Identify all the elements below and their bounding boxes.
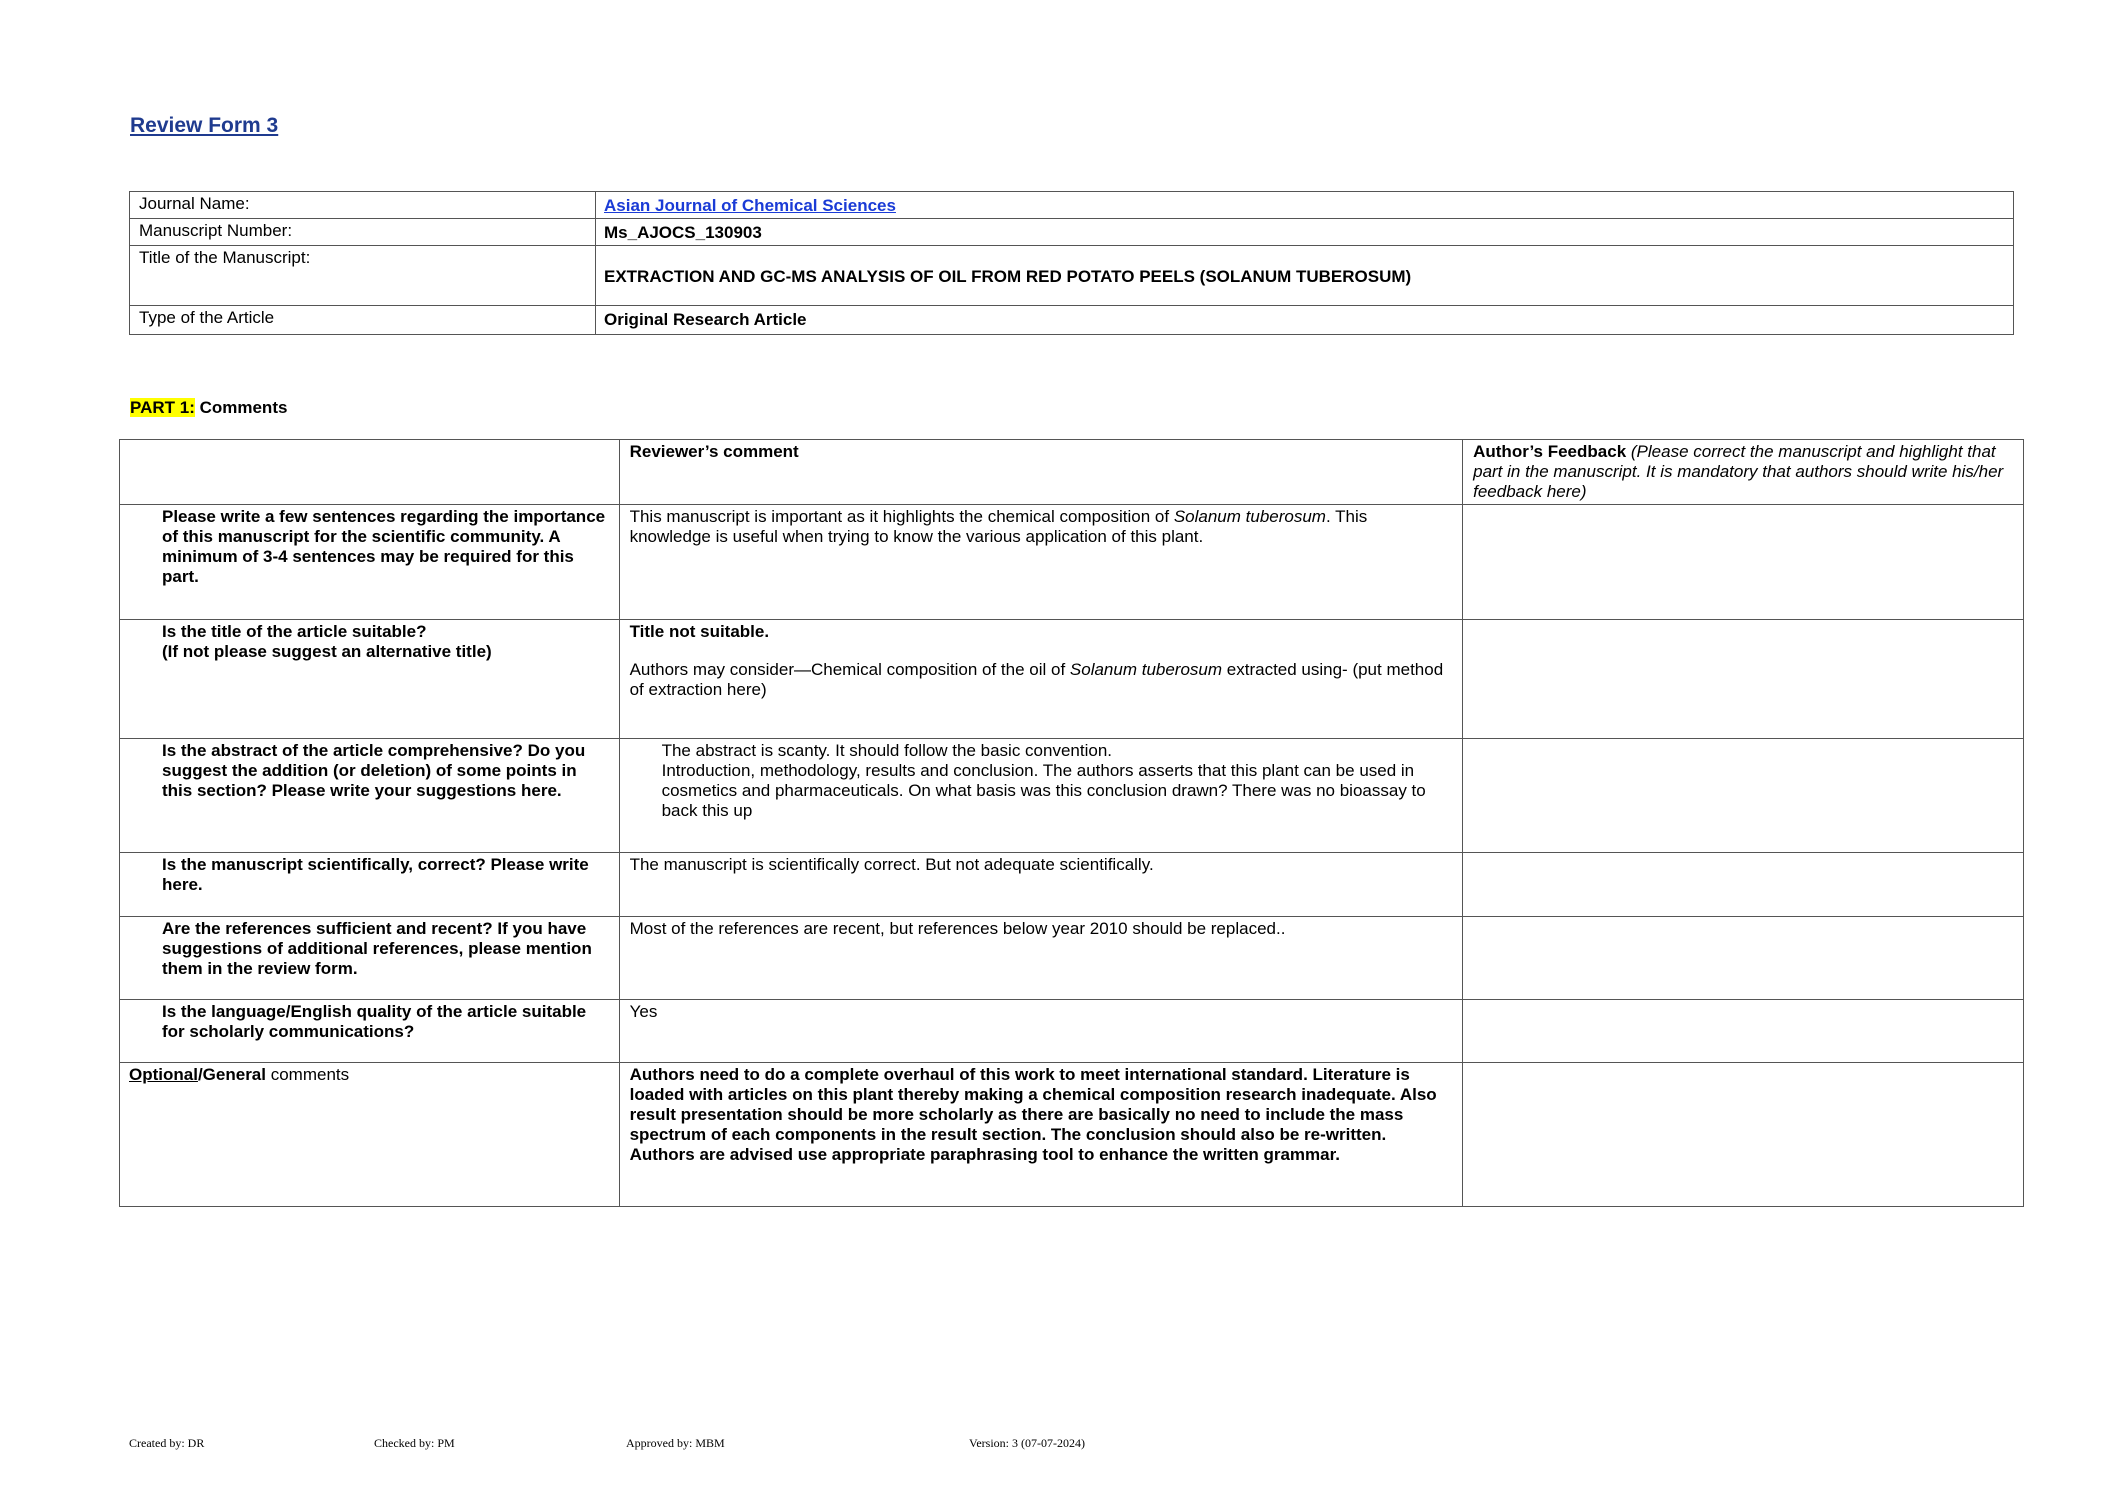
optional-general-label <box>120 1063 620 1207</box>
author-feedback-cell[interactable] <box>1463 739 2024 853</box>
comment-text: . This knowledge is useful when trying to know the various application of this plant. <box>629 507 1368 546</box>
comment-optional-general: Authors need to do a complete overhaul of this work to meet international standard. Literature is loaded with articles on this plant thereby making a chemical composition research inadequate. Also result presentation should be more scholarly as there are basically no need to include the mass spectrum of each components in the result section. The conclusion should also be re-written. Authors are advised use appropriate paraphrasing tool to enhance the written grammar. <box>619 1063 1463 1207</box>
manuscript-number-label: Manuscript Number: <box>130 219 596 246</box>
comment-title <box>619 620 1463 739</box>
manuscript-title-label: Title of the Manuscript: <box>130 246 596 306</box>
author-feedback-cell[interactable] <box>1463 505 2024 620</box>
author-feedback-cell[interactable] <box>1463 1000 2024 1063</box>
article-type-label: Type of the Article <box>130 306 596 335</box>
table-row <box>120 739 2024 853</box>
comment-abstract-line2: Introduction, methodology, results and conclusion. The authors asserts that this plant can be used in cosmetics and pharmaceuticals. On what basis was this conclusion drawn? There was no bioassay to back this up <box>661 761 1426 820</box>
table-row <box>120 1063 2024 1207</box>
question-importance: Please write a few sentences regarding the importance of this manuscript for the scientific community. A minimum of 3-4 sentences may be required for this part. <box>120 505 620 620</box>
author-feedback-cell[interactable] <box>1463 853 2024 917</box>
journal-name-label: Journal Name: <box>130 192 596 219</box>
table-row <box>120 620 2024 739</box>
manuscript-number-value: Ms_AJOCS_130903 <box>596 219 2014 246</box>
table-row <box>120 505 2024 620</box>
question-abstract: Is the abstract of the article comprehensive? Do you suggest the addition (or deletion) of some points in this section? Please write your suggestions here. <box>120 739 620 853</box>
question-title: Is the title of the article suitable? (If not please suggest an alternative title) <box>120 620 620 739</box>
author-feedback-cell[interactable] <box>1463 1063 2024 1207</box>
comment-title-suggestion <box>630 660 1453 700</box>
footer-version: Version: 3 (07-07-2024) <box>969 1436 1085 1450</box>
question-language: Is the language/English quality of the article suitable for scholarly communications? <box>120 1000 620 1063</box>
author-feedback-cell[interactable] <box>1463 917 2024 1000</box>
comment-text: extracted using- (put method of extraction here) <box>629 660 1444 699</box>
table-row <box>120 917 2024 1000</box>
question-references: Are the references sufficient and recent? If you have suggestions of additional references, please mention them in the review form. <box>120 917 620 1000</box>
table-row <box>120 1000 2024 1063</box>
question-scientific: Is the manuscript scientifically, correct? Please write here. <box>120 853 620 917</box>
comments-label: comments <box>266 1065 350 1084</box>
comment-species-name: Solanum tuberosum <box>1069 660 1223 679</box>
general-label: /General <box>197 1065 266 1084</box>
optional-label: Optional <box>129 1065 198 1084</box>
journal-name-value[interactable] <box>596 192 2014 219</box>
table-row <box>120 853 2024 917</box>
form-title: Review Form 3 <box>130 114 279 137</box>
comment-language: Yes <box>619 1000 1463 1063</box>
comment-scientific: The manuscript is scientifically correct. But not adequate scientifically. <box>619 853 1463 917</box>
comment-species-name: Solanum tuberosum <box>1173 507 1326 526</box>
article-type-value: Original Research Article <box>596 306 2014 335</box>
author-feedback-header-title: Author’s Feedback <box>1473 442 1627 461</box>
footer-checked-by: Checked by: PM <box>374 1436 455 1450</box>
header-empty-cell <box>120 440 620 505</box>
footer-created-by: Created by: DR <box>129 1436 205 1450</box>
comment-title-verdict: Title not suitable. <box>629 622 770 641</box>
manuscript-title-value: EXTRACTION AND GC-MS ANALYSIS OF OIL FROM RED POTATO PEELS (SOLANUM TUBEROSUM) <box>596 246 2014 306</box>
author-feedback-header <box>1463 440 2024 505</box>
reviewer-comment-header: Reviewer’s comment <box>619 440 1463 505</box>
header-row <box>120 440 2024 505</box>
footer-approved-by: Approved by: MBM <box>626 1436 725 1450</box>
author-feedback-cell[interactable] <box>1463 620 2024 739</box>
comments-table <box>119 439 2024 1207</box>
comment-text: Authors may consider—Chemical composition of the oil of <box>629 660 1070 679</box>
part1-heading <box>130 398 287 418</box>
comment-text: This manuscript is important as it highlights the chemical composition of <box>629 507 1174 526</box>
journal-name-link[interactable]: Asian Journal of Chemical Sciences <box>604 196 896 215</box>
comment-importance <box>619 505 1463 620</box>
part1-label: PART 1: <box>130 398 195 417</box>
part1-title: Comments <box>194 398 288 417</box>
comment-references: Most of the references are recent, but references below year 2010 should be replaced.. <box>619 917 1463 1000</box>
author-feedback-header-note: (Please correct the manuscript and highlight that part in the manuscript. It is mandatory that authors should write his/her feedback here) <box>1473 442 2004 501</box>
manuscript-info-table <box>129 191 2014 335</box>
comment-abstract-line1: The abstract is scanty. It should follow the basic convention. <box>661 741 1113 760</box>
comment-abstract <box>619 739 1463 853</box>
